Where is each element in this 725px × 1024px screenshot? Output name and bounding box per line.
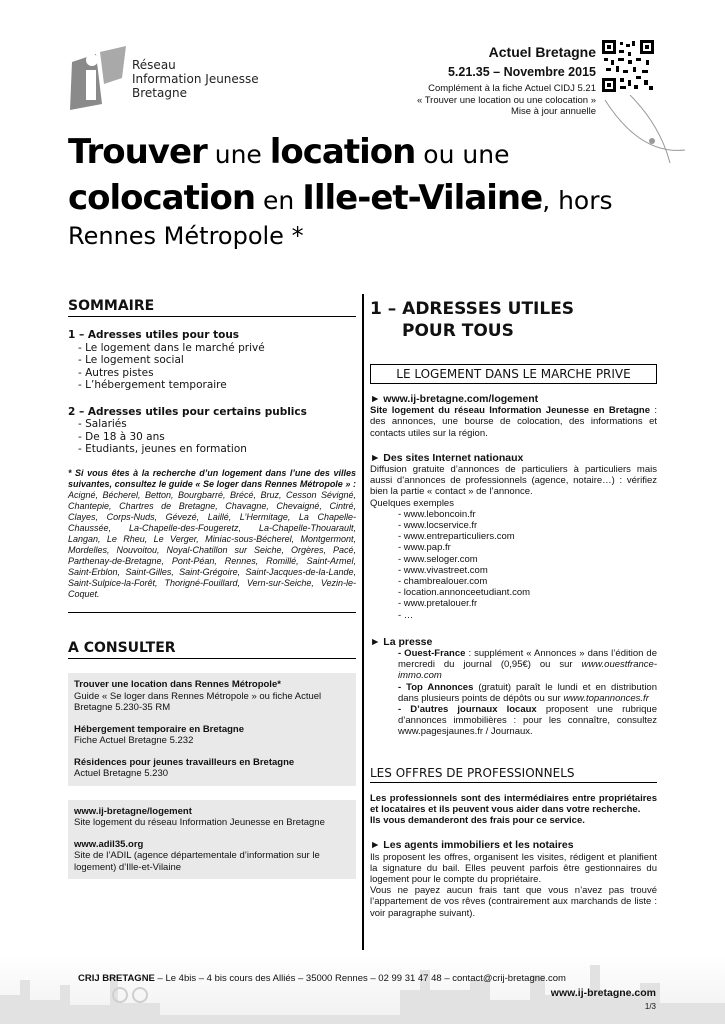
title-word-ou-une: ou une xyxy=(415,140,510,169)
presse-desc: proposent une rubrique d’annonces immobilières : pour les connaître, consultez www.pagesjaunes.fr / Journaux. xyxy=(398,704,657,738)
consulter-desc: Actuel Bretagne 5.230 xyxy=(74,768,169,779)
national-examples: Quelques exemples xyxy=(370,497,454,509)
column-divider xyxy=(362,294,364,950)
site-link[interactable]: - www.seloger.com xyxy=(398,553,478,565)
right-column xyxy=(370,298,657,919)
site-link[interactable]: - www.leboncoin.fr xyxy=(398,508,476,520)
note-cities: Acigné, Bécherel, Betton, Bourgbarré, Brécé, Bruz, Cesson Sévigné, Chantepie, Chartres de Bretagne, Chavagne, Chevaigné, Cintré, Clayes, Corps-Nuds, Gévezé, Laillé, L’Hermitage, La Chapelle-Chaussée, La-Chapelle-des-Fougeretz, La-Chapelle-Thouarault, Langan, Le Rheu, Le Verger, Miniac-sous-Bécherel, Montgermont, Mordelles, Nouvoitou, Noyal-Chatillon sur Seiche, Orgères, Pacé, Parthenay-de-Bretagne, Pont-Péan, Rennes, Romillé, Saint-Armel, Saint-Erblon, Saint-Gilles, Saint-Grégoire, Saint-Jacques-de-la-Lande, Saint-Sulpice-la-Forêt, Thorigné-Fouillard, Vern-sur-Seiche, Vezin-le-Coquet. xyxy=(68,489,356,599)
site-link[interactable]: - www.entreparticuliers.com xyxy=(398,531,515,543)
title-word-ille-et-vilaine: Ille-et-Vilaine xyxy=(302,178,543,218)
pro-desc-1: Les professionnels sont des intermédiaires entre propriétaires et locataires et ils peuvent vous aider dans votre recherche. xyxy=(370,792,657,815)
ij-desc: : des annonces, une bourse de colocation, des informations et contacts utiles sur la région. xyxy=(370,405,658,439)
national-sites-block xyxy=(370,453,657,621)
footer-addr: – Le 4bis – 4 bis cours des Alliés – 35000 Rennes – 02 99 31 47 48 – contact@crij-bretagne.com xyxy=(154,973,566,984)
title-word-une: une xyxy=(206,140,270,169)
section-heading-1b: POUR TOUS xyxy=(402,321,514,341)
agents-desc-1: Ils proposent les offres, organisent les visites, rédigent et planifient la signature du bail. Elles peuvent parfois être gestionnaires du logement pour le compte du propriétaire. xyxy=(370,851,657,885)
section-pill-marche-prive: LE LOGEMENT DANS LE MARCHE PRIVE xyxy=(370,364,657,384)
site-link-more: - … xyxy=(398,609,414,621)
title-word-colocation: colocation xyxy=(68,178,256,218)
site-link[interactable]: - www.locservice.fr xyxy=(398,520,478,532)
presse-top-annonces: - Top Annonces xyxy=(398,681,474,693)
sommaire-bottom-rule xyxy=(68,612,356,613)
logo-line1: Réseau xyxy=(132,58,176,72)
logo-line3: Bretagne xyxy=(132,86,187,100)
sommaire-note xyxy=(68,468,356,600)
sommaire-section xyxy=(68,298,356,613)
note-lead: * Si vous êtes à la recherche d’un logement dans l’une des villes suivantes, consultez le guide xyxy=(68,467,356,489)
header-note1: Complément à la fiche Actuel CIDJ 5.21 xyxy=(428,83,596,94)
agents-block xyxy=(370,840,657,918)
ij-block xyxy=(370,394,657,439)
sommaire-heading: SOMMAIRE xyxy=(68,298,356,317)
header-info xyxy=(350,44,596,118)
consulter-desc: Site logement du réseau Information Jeunesse en Bretagne xyxy=(74,817,325,828)
header-title: Actuel Bretagne xyxy=(488,44,596,60)
consulter-box-sites xyxy=(68,800,356,880)
consulter-box-guides xyxy=(68,673,356,786)
logo-line2: Information Jeunesse xyxy=(132,72,259,86)
national-heading: ► Des sites Internet nationaux xyxy=(370,451,524,464)
site-link[interactable]: - www.vivastreet.com xyxy=(398,564,488,576)
qr-code-icon xyxy=(602,40,654,92)
consulter-desc: Guide « Se loger dans Rennes Métropole » ou fiche Actuel Bretagne 5.230-35 RM xyxy=(74,690,322,713)
sommaire-item-2: 2 – Adresses utiles pour certains publics xyxy=(68,405,307,418)
header-note3: Mise à jour annuelle xyxy=(510,106,596,117)
header-note2: « Trouver une location ou une colocation » xyxy=(416,94,596,106)
note-guide: « Se loger dans Rennes Métropole » : xyxy=(195,478,356,489)
pro-block xyxy=(370,793,657,827)
agents-desc-2: Vous ne payez aucun frais tant que vous n’avez pas trouvé l’appartement de vos rêves (contrairement aux marchands de liste : voir paragraphe suivant). xyxy=(370,885,657,919)
logo-icon xyxy=(66,44,130,112)
title-word-trouver: Trouver xyxy=(68,132,207,172)
consulter-link[interactable]: www.ij-bretagne/logement xyxy=(74,805,192,817)
consulter-title: Trouver une location dans Rennes Métropole* xyxy=(74,679,281,690)
title-word-en: en xyxy=(255,186,303,215)
ij-heading[interactable]: ► www.ij-bretagne.com/logement xyxy=(370,393,539,405)
pro-heading: LES OFFRES DE PROFESSIONNELS xyxy=(370,766,657,783)
presse-link[interactable]: www.topannonces.fr xyxy=(563,692,649,704)
ij-bold: Site logement du réseau Information Jeunesse en Bretagne xyxy=(370,405,651,417)
site-link[interactable]: - www.pap.fr xyxy=(398,542,451,554)
presse-desc: (gratuit) paraît le lundi et en distribution dans plusieurs points de dépôts ou sur xyxy=(398,681,657,704)
presse-journaux-locaux: - D’autres journaux locaux xyxy=(398,704,537,716)
consulter-heading: A CONSULTER xyxy=(68,640,356,659)
pro-desc-2: Ils vous demanderont des frais pour ce service. xyxy=(370,815,585,827)
footer-org: CRIJ BRETAGNE xyxy=(78,973,155,984)
logo-text xyxy=(132,58,259,100)
sommaire-sub-item: - Le logement social xyxy=(78,354,184,366)
sommaire-item-1: 1 – Adresses utiles pour tous xyxy=(68,329,240,341)
consulter-link[interactable]: www.adil35.org xyxy=(74,838,144,850)
consulter-title: Résidences pour jeunes travailleurs en Bretagne xyxy=(74,756,295,768)
consulter-title: Hébergement temporaire en Bretagne xyxy=(74,723,244,735)
consulter-desc: Fiche Actuel Bretagne 5.232 xyxy=(74,735,194,746)
site-link[interactable]: - location.annonceetudiant.com xyxy=(398,587,531,599)
title-subtitle: Rennes Métropole * xyxy=(68,222,304,250)
page-title xyxy=(68,132,668,250)
agents-heading: ► Les agents immobiliers et les notaires xyxy=(370,839,574,852)
presse-block xyxy=(370,637,657,738)
footer-page-number: 1/3 xyxy=(644,1002,656,1011)
logo xyxy=(66,44,130,112)
presse-desc: : supplément « Annonces » dans l’édition de mercredi du journal (0,95€) ou sur xyxy=(398,648,657,671)
presse-link[interactable]: www.ouestfrance-immo.com xyxy=(398,659,657,682)
footer-address xyxy=(78,973,678,984)
section-heading-1: 1 – ADRESSES UTILES xyxy=(370,299,575,319)
sommaire-sub-item: - Salariés xyxy=(78,418,127,430)
title-word-hors: , hors xyxy=(542,186,613,215)
sommaire-sub-item: - Autres pistes xyxy=(78,366,154,379)
national-desc: Diffusion gratuite d’annonces de particuliers à particuliers mais aussi d’annonces de professionnels (agence, notaire…) : vérifiez bien la partie « contact » de l’annonce. xyxy=(370,464,657,498)
sommaire-sub-item: - Le logement dans le marché privé xyxy=(78,341,265,354)
sommaire-sub-item: - De 18 à 30 ans xyxy=(78,430,165,443)
presse-heading: ► La presse xyxy=(370,635,433,648)
presse-ouest-france: - Ouest-France xyxy=(398,648,466,660)
sommaire-sub-item: - L’hébergement temporaire xyxy=(78,379,227,391)
consulter-desc: Site de l’ADIL (agence départementale d’information sur le logement) d’Ille-et-Vilaine xyxy=(74,850,320,873)
footer-site[interactable]: www.ij-bretagne.com xyxy=(550,987,656,999)
site-link[interactable]: - www.pretalouer.fr xyxy=(398,598,478,610)
sommaire-sub-item: - Etudiants, jeunes en formation xyxy=(78,443,247,455)
consulter-section xyxy=(68,640,356,879)
header-code: 5.21.35 – Novembre 2015 xyxy=(447,65,596,79)
site-link[interactable]: - chambrealouer.com xyxy=(398,576,488,588)
title-word-location: location xyxy=(269,132,416,172)
